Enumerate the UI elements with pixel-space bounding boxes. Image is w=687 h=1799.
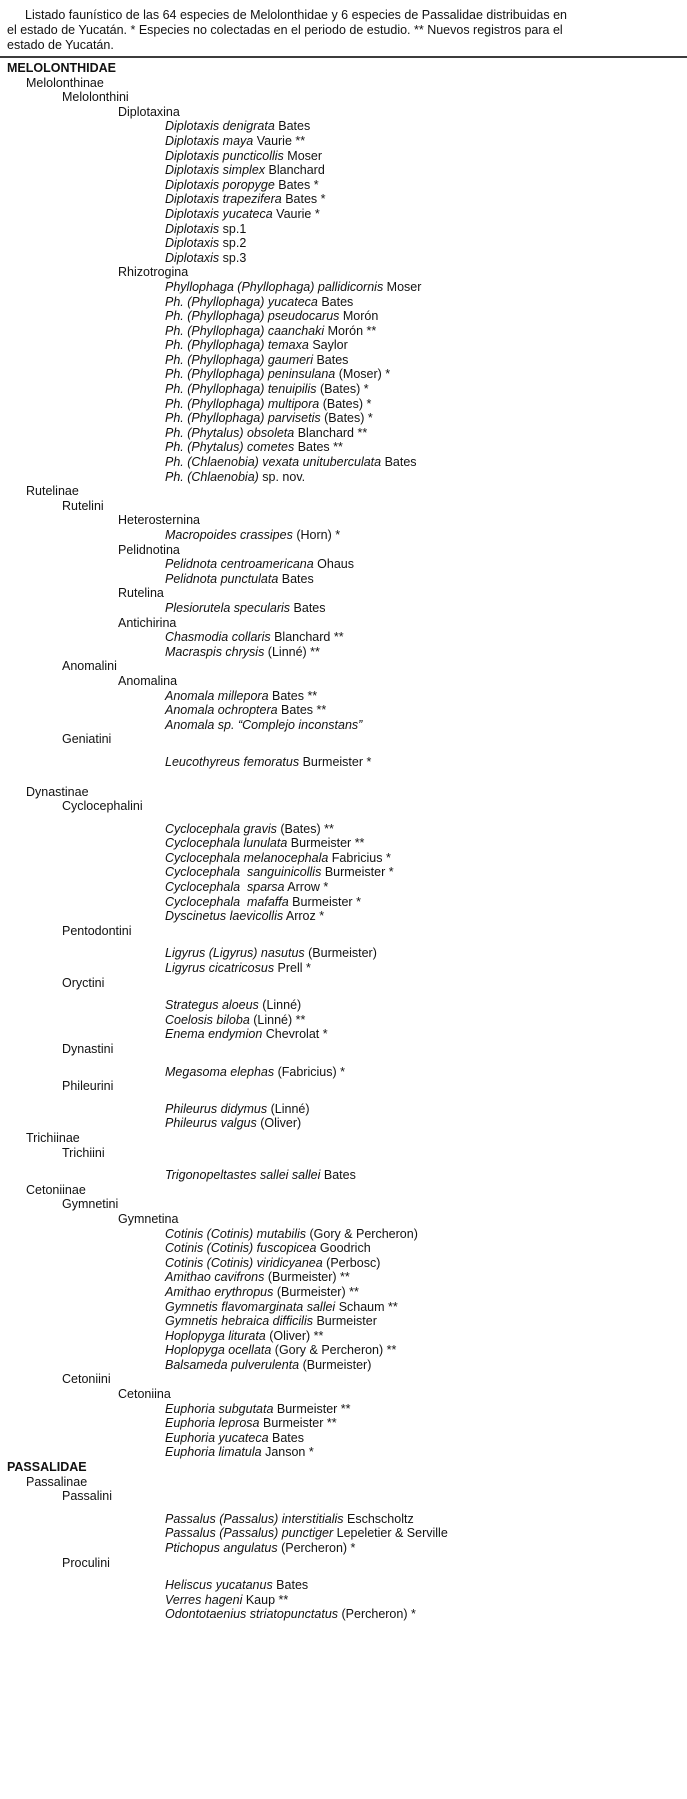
species-row	[165, 689, 687, 704]
species-row	[165, 1343, 687, 1358]
species-author: Bates	[274, 119, 311, 134]
species-name: Phileurus didymus	[165, 1101, 268, 1116]
species-name: Ph. (Phyllophaga) tenuipilis	[165, 382, 317, 397]
species-name: Ph. (Phyllophaga) temaxa	[165, 338, 309, 353]
taxon-tribe: Geniatini	[62, 732, 112, 747]
species-row	[165, 1607, 687, 1622]
species-row	[165, 1256, 687, 1271]
species-row	[165, 851, 687, 866]
species-name: Ptichopus angulatus	[165, 1541, 278, 1555]
species-row	[165, 1358, 687, 1373]
taxon-tribe: Anomalini	[62, 659, 117, 674]
species-author: Burmeister **	[259, 1416, 337, 1431]
species-row	[165, 528, 687, 543]
blank-line	[0, 1504, 687, 1512]
species-author: (Percheron) *	[277, 1541, 356, 1555]
species-author: (Perbosc)	[322, 1255, 381, 1270]
taxon-family: PASSALIDAE	[7, 1460, 87, 1475]
species-name: Cyclocephala sanguinicollis	[165, 865, 322, 880]
taxon-subtribe: Anomalina	[118, 673, 178, 688]
taxon-subtribe: Antichirina	[118, 615, 177, 630]
species-row	[165, 1065, 687, 1080]
species-name: Plesiorutela specularis	[165, 600, 291, 615]
taxon-tribe: Trichiini	[62, 1145, 105, 1160]
species-name: Ph. (Phytalus) cometes	[165, 440, 295, 455]
species-row	[165, 192, 687, 207]
species-author: (Gory & Percheron) **	[271, 1343, 397, 1358]
species-author: Bates **	[277, 703, 327, 718]
taxon-tribe: Dynastini	[62, 1042, 114, 1056]
species-row	[165, 1027, 687, 1042]
species-name: Cyclocephala mafaffa	[165, 894, 289, 909]
species-row	[165, 1314, 687, 1329]
blank-line	[0, 1094, 687, 1102]
species-author: Saylor	[308, 338, 348, 353]
species-row	[165, 572, 687, 587]
species-name: Diplotaxis	[165, 236, 220, 251]
taxon-subtribe: Heterosternina	[118, 513, 200, 528]
species-name: Hoplopyga ocellata	[165, 1343, 272, 1358]
blank-line	[0, 1160, 687, 1168]
taxon-subtribe: Rhizotrogina	[118, 265, 189, 280]
species-name: Strategus aloeus	[165, 998, 259, 1013]
species-author: (Oliver) **	[265, 1328, 324, 1343]
species-row	[165, 1241, 687, 1256]
species-row	[165, 1445, 687, 1460]
species-author: (Oliver)	[256, 1116, 302, 1131]
species-name: Diplotaxis puncticollis	[165, 148, 284, 163]
taxon-tribe: Proculini	[62, 1555, 110, 1570]
species-author: Blanchard **	[294, 425, 368, 440]
species-row	[165, 251, 687, 266]
species-row	[165, 822, 687, 837]
species-row	[165, 1329, 687, 1344]
taxon-tribe: Rutelini	[62, 498, 104, 513]
caption-line-3: estado de Yucatán.	[7, 38, 114, 52]
species-author: (Burmeister)	[299, 1357, 372, 1372]
species-author: Bates	[320, 1168, 356, 1183]
species-name: Euphoria leprosa	[165, 1416, 260, 1431]
species-name: Ph. (Phyllophaga) caanchaki	[165, 323, 325, 338]
species-name: Cotinis (Cotinis) mutabilis	[165, 1226, 307, 1241]
species-row	[165, 1285, 687, 1300]
species-author: Janson *	[261, 1445, 314, 1460]
species-name: Macraspis chrysis	[165, 644, 265, 659]
species-name: Ph. (Phyllophaga) parvisetis	[165, 411, 321, 426]
species-row	[165, 1227, 687, 1242]
species-author: Bates	[268, 1430, 304, 1445]
taxon-subfamily: Melolonthinae	[26, 75, 104, 90]
species-row	[165, 280, 687, 295]
species-name: Gymnetis flavomarginata sallei	[165, 1299, 336, 1314]
taxon-subfamily: Rutelinae	[26, 484, 79, 499]
species-row	[165, 367, 687, 382]
species-author: Burmeister *	[299, 754, 372, 769]
species-author: Blanchard	[265, 163, 325, 178]
species-author: (Percheron) *	[338, 1607, 416, 1622]
species-author: Moser	[383, 279, 422, 294]
species-row	[165, 236, 687, 251]
species-name: Ph. (Phyllophaga) multipora	[165, 396, 320, 411]
species-row	[165, 909, 687, 924]
species-name: Enema endymion	[165, 1027, 263, 1042]
species-name: Diplotaxis poropyge	[165, 177, 275, 192]
species-row	[165, 338, 687, 353]
species-row	[165, 222, 687, 237]
species-name: Euphoria yucateca	[165, 1430, 269, 1445]
caption-line-2: el estado de Yucatán. * Especies no colectadas en el periodo de estudio. ** Nuevos registros para el	[7, 23, 563, 37]
species-name: Ph. (Chlaenobia) vexata unituberculata	[165, 455, 382, 470]
species-name: Anomala millepora	[165, 688, 269, 703]
taxon-subfamily: Cetoniinae	[26, 1182, 86, 1197]
taxa-list	[0, 58, 687, 1622]
species-name: Odontotaenius striatopunctatus	[165, 1607, 339, 1622]
species-author: (Burmeister) **	[264, 1270, 350, 1285]
species-name: Macropoides crassipes	[165, 528, 293, 542]
species-name: Verres hageni	[165, 1592, 243, 1607]
species-row	[165, 134, 687, 149]
species-author: (Linné) **	[264, 644, 320, 659]
species-row	[165, 865, 687, 880]
species-name: Passalus (Passalus) punctiger	[165, 1526, 334, 1541]
species-row	[165, 397, 687, 412]
species-author: sp.1	[219, 221, 247, 236]
species-row	[165, 755, 687, 770]
taxon-subtribe: Diplotaxina	[118, 104, 180, 119]
species-author: sp.3	[219, 250, 247, 265]
blank-line	[0, 1057, 687, 1065]
species-row	[165, 718, 687, 733]
species-name: Pelidnota punctulata	[165, 571, 279, 586]
species-row	[165, 455, 687, 470]
species-author: Goodrich	[316, 1241, 371, 1256]
species-author: Burmeister *	[321, 865, 394, 880]
species-author: Burmeister *	[288, 894, 361, 909]
species-author: Bates	[272, 1578, 309, 1593]
blank-line	[0, 747, 687, 755]
species-author: (Linné)	[258, 998, 302, 1013]
species-author: Bates	[381, 455, 417, 470]
blank-line	[0, 814, 687, 822]
species-name: Cotinis (Cotinis) viridicyanea	[165, 1255, 323, 1270]
species-name: Cyclocephala sparsa	[165, 880, 285, 895]
species-author: Bates **	[268, 688, 318, 703]
species-row	[165, 998, 687, 1013]
species-author: Vaurie *	[272, 206, 320, 221]
species-author: (Moser) *	[335, 367, 391, 382]
species-row	[165, 1116, 687, 1131]
species-row	[165, 1013, 687, 1028]
species-row	[165, 645, 687, 660]
species-author: (Bates) *	[319, 396, 372, 411]
species-row	[165, 149, 687, 164]
species-name: Euphoria limatula	[165, 1445, 262, 1460]
species-row	[165, 895, 687, 910]
species-row	[165, 946, 687, 961]
species-author: (Fabricius) *	[274, 1064, 345, 1079]
species-name: Passalus (Passalus) interstitialis	[165, 1511, 344, 1526]
blank-line	[0, 770, 687, 785]
species-author: (Bates) **	[276, 821, 334, 836]
taxon-tribe: Cetoniini	[62, 1372, 111, 1387]
taxon-subtribe: Cetoniina	[118, 1387, 171, 1402]
species-name: Coelosis biloba	[165, 1012, 250, 1027]
species-row	[165, 1578, 687, 1593]
taxon-subtribe: Pelidnotina	[118, 542, 180, 557]
species-author: Bates	[313, 352, 349, 367]
species-row	[165, 411, 687, 426]
species-author: Morón **	[324, 323, 377, 338]
species-name: Ph. (Chlaenobia)	[165, 469, 259, 484]
species-name: Chasmodia collaris	[165, 630, 271, 645]
species-name: Diplotaxis denigrata	[165, 119, 275, 134]
taxon-subtribe: Rutelina	[118, 586, 164, 601]
species-row	[165, 119, 687, 134]
species-author: Schaum **	[335, 1299, 398, 1314]
species-name: Megasoma elephas	[165, 1064, 275, 1079]
species-author: Prell *	[274, 961, 311, 976]
taxon-subfamily: Trichiinae	[26, 1130, 80, 1145]
species-row	[165, 557, 687, 572]
species-row	[165, 1526, 687, 1541]
species-name: Balsameda pulverulenta	[165, 1357, 300, 1372]
species-name: Ph. (Phyllophaga) peninsulana	[165, 367, 336, 382]
species-author: Blanchard **	[270, 630, 344, 645]
species-author: (Gory & Percheron)	[306, 1226, 418, 1241]
species-author: (Bates) *	[316, 382, 369, 397]
species-author: Lepeletier & Serville	[333, 1526, 448, 1541]
species-row	[165, 1512, 687, 1527]
species-author: Vaurie **	[253, 133, 306, 148]
species-name: Ph. (Phyllophaga) pseudocarus	[165, 309, 340, 324]
species-author: Arrow *	[284, 880, 329, 895]
species-row	[165, 880, 687, 895]
species-name: Euphoria subgutata	[165, 1401, 274, 1416]
caption	[0, 0, 687, 58]
species-name: Phileurus valgus	[165, 1116, 257, 1131]
taxon-tribe: Cyclocephalini	[62, 799, 143, 814]
species-author: Ohaus	[313, 557, 355, 572]
species-row	[165, 309, 687, 324]
species-row	[165, 1102, 687, 1117]
species-name: Diplotaxis	[165, 221, 220, 236]
species-name: Diplotaxis maya	[165, 133, 254, 148]
species-row	[165, 178, 687, 193]
species-author: Bates *	[274, 177, 319, 192]
species-author: Burmeister	[312, 1314, 377, 1329]
species-row	[165, 703, 687, 718]
species-row	[165, 1270, 687, 1285]
species-author: Fabricius *	[328, 850, 391, 865]
taxon-tribe: Gymnetini	[62, 1197, 119, 1212]
taxon-tribe: Phileurini	[62, 1079, 114, 1094]
species-author: Bates	[290, 600, 326, 615]
species-row	[165, 1431, 687, 1446]
caption-line-1: Listado faunístico de las 64 especies de Melolonthidae y 6 especies de Passalidae distribuidas en	[25, 8, 568, 22]
taxon-subtribe: Gymnetina	[118, 1211, 179, 1226]
species-author: Bates **	[294, 440, 343, 455]
taxon-subfamily: Passalinae	[26, 1474, 88, 1489]
species-name: Diplotaxis trapezifera	[165, 192, 282, 207]
species-row	[165, 1593, 687, 1608]
species-name: Diplotaxis	[165, 250, 220, 265]
species-author: Moser	[283, 148, 323, 163]
species-row	[165, 426, 687, 441]
species-author: (Linné) **	[249, 1012, 306, 1027]
species-name: Amithao erythropus	[165, 1284, 274, 1299]
species-author: sp.2	[219, 236, 247, 251]
species-name: Ligyrus cicatricosus	[165, 961, 275, 976]
species-name: Gymnetis hebraica difficilis	[165, 1314, 313, 1329]
species-row	[165, 1168, 687, 1183]
species-name: Dyscinetus laevicollis	[165, 909, 284, 924]
species-author: Bates	[278, 571, 314, 586]
species-row	[165, 1402, 687, 1417]
blank-line	[0, 1570, 687, 1578]
species-row	[165, 440, 687, 455]
species-name: Ph. (Phytalus) obsoleta	[165, 425, 295, 440]
species-name: Cotinis (Cotinis) fuscopicea	[165, 1241, 317, 1256]
species-name: Trigonopeltastes sallei sallei	[165, 1168, 321, 1183]
species-row	[165, 207, 687, 222]
blank-line	[0, 990, 687, 998]
taxon-tribe: Passalini	[62, 1489, 113, 1504]
species-row	[165, 163, 687, 178]
species-author: Morón	[339, 309, 379, 324]
species-row	[165, 382, 687, 397]
species-row	[165, 353, 687, 368]
species-name: Ligyrus (Ligyrus) nasutus	[165, 946, 305, 961]
species-row	[165, 295, 687, 310]
species-author: Burmeister **	[287, 836, 365, 851]
species-row	[165, 470, 687, 485]
species-name: Diplotaxis simplex	[165, 163, 266, 178]
species-author: Burmeister **	[273, 1401, 351, 1416]
taxon-tribe: Oryctini	[62, 975, 105, 990]
species-row	[165, 324, 687, 339]
species-author: (Horn) *	[292, 528, 341, 542]
species-author: Chevrolat *	[262, 1027, 328, 1042]
species-author: sp. nov.	[258, 469, 306, 484]
species-row	[165, 601, 687, 616]
blank-line	[0, 938, 687, 946]
species-row	[165, 630, 687, 645]
taxon-subfamily: Dynastinae	[26, 784, 89, 799]
species-author: Bates *	[281, 192, 326, 207]
species-name: Pelidnota centroamericana	[165, 557, 314, 572]
species-name: Ph. (Phyllophaga) gaumeri	[165, 352, 313, 367]
taxon-tribe: Pentodontini	[62, 923, 132, 938]
species-name: Ph. (Phyllophaga) yucateca	[165, 294, 318, 309]
species-name: Heliscus yucatanus	[165, 1578, 273, 1593]
taxon-tribe: Melolonthini	[62, 90, 129, 105]
species-row	[165, 1416, 687, 1431]
species-name: Diplotaxis yucateca	[165, 206, 273, 221]
species-name: Cyclocephala gravis	[165, 821, 277, 836]
species-row	[165, 1300, 687, 1315]
species-author: Bates	[317, 294, 354, 309]
species-row	[165, 1541, 687, 1556]
species-author: Kaup **	[242, 1592, 289, 1607]
species-name: Phyllophaga (Phyllophaga) pallidicornis	[165, 279, 384, 294]
species-name: Cyclocephala melanocephala	[165, 850, 329, 865]
species-name: Leucothyreus femoratus	[165, 754, 300, 769]
species-name: Anomala sp. “Complejo inconstans”	[165, 717, 363, 732]
species-row	[165, 961, 687, 976]
species-author: (Linné)	[267, 1101, 310, 1116]
species-name: Cyclocephala lunulata	[165, 836, 288, 851]
species-author: Eschscholtz	[343, 1511, 414, 1526]
species-row	[165, 836, 687, 851]
species-author: (Bates) *	[320, 411, 373, 426]
species-author: (Burmeister)	[304, 946, 377, 961]
species-name: Anomala ochroptera	[165, 703, 278, 718]
species-name: Hoplopyga liturata	[165, 1328, 266, 1343]
species-name: Amithao cavifrons	[165, 1270, 265, 1285]
taxon-family: MELOLONTHIDAE	[7, 61, 117, 75]
species-author: (Burmeister) **	[273, 1284, 359, 1299]
species-author: Arroz *	[283, 909, 325, 924]
